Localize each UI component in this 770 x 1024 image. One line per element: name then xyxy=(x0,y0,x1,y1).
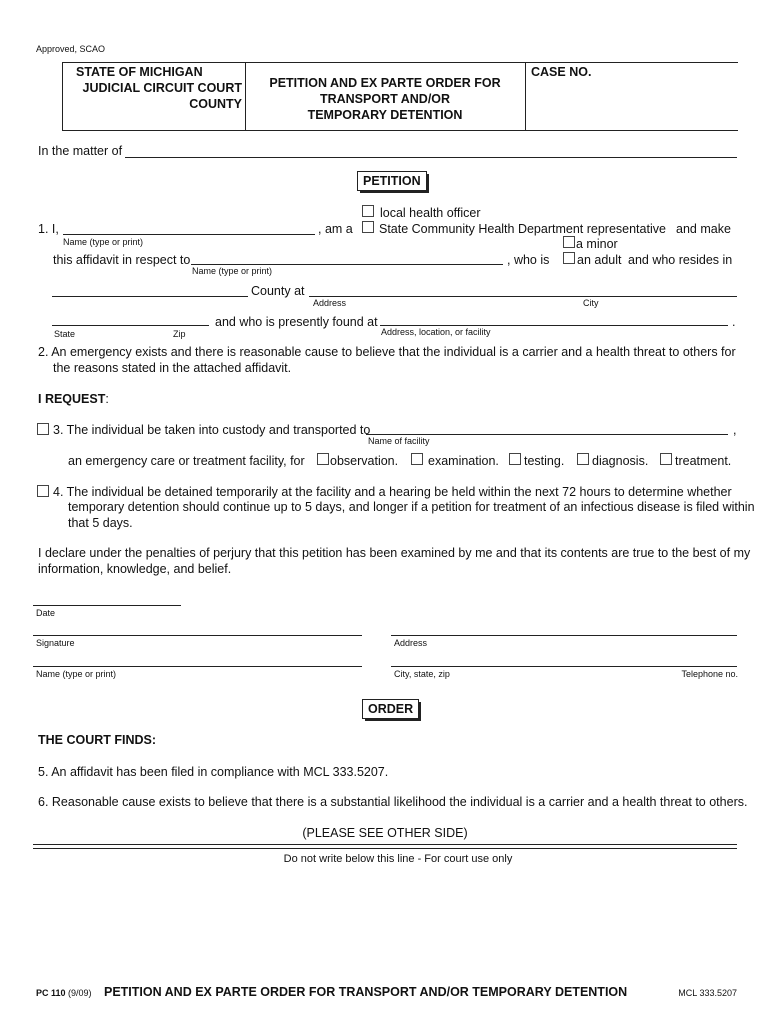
item4-line3: that 5 days. xyxy=(68,516,133,530)
date-caption: Date xyxy=(36,608,56,618)
item2-line1: 2. An emergency exists and there is reasonable cause to believe that the individual is a carrier and a health threat to others for xyxy=(38,345,736,359)
address-caption-sig: Address xyxy=(394,638,428,648)
treatment-checkbox[interactable] xyxy=(660,453,672,465)
minor-label: a minor xyxy=(576,237,618,251)
treatment-label: treatment. xyxy=(675,454,732,468)
item4-checkbox[interactable] xyxy=(37,485,49,497)
state-rep-label: State Community Health Department representative xyxy=(379,222,666,236)
footer-form-id xyxy=(36,988,92,998)
county-at-text: County at xyxy=(251,284,305,298)
petitioner-name-field[interactable] xyxy=(63,234,315,235)
location-caption: Address, location, or facility xyxy=(381,327,491,337)
minor-checkbox[interactable] xyxy=(563,236,575,248)
location-field[interactable] xyxy=(380,325,728,326)
testing-checkbox[interactable] xyxy=(509,453,521,465)
zip-caption: Zip xyxy=(173,329,186,339)
individual-name-field[interactable] xyxy=(191,264,503,265)
examination-label: examination. xyxy=(428,454,499,468)
matter-field[interactable] xyxy=(125,157,737,158)
request-heading xyxy=(38,392,109,406)
header-bottom-rule xyxy=(62,130,738,131)
court-use-rule xyxy=(33,844,737,845)
form-number: PC 110 xyxy=(36,988,66,998)
court-use-rule-2 xyxy=(33,848,737,849)
observation-checkbox[interactable] xyxy=(317,453,329,465)
signature-caption: Signature xyxy=(36,638,75,648)
city-state-zip-field[interactable] xyxy=(391,666,737,667)
address-caption: Address xyxy=(313,298,347,308)
form-title-line2: TRANSPORT AND/OR xyxy=(319,92,451,106)
affidavit-text: this affidavit in respect to xyxy=(53,253,191,267)
order-heading: ORDER xyxy=(362,699,419,719)
petitioner-name-print-field[interactable] xyxy=(33,666,362,667)
form-title-line1: PETITION AND EX PARTE ORDER FOR xyxy=(269,76,501,90)
diagnosis-checkbox[interactable] xyxy=(577,453,589,465)
court-label: JUDICIAL CIRCUIT COURT xyxy=(82,81,242,95)
item3-checkbox[interactable] xyxy=(37,423,49,435)
facility-comma: , xyxy=(733,423,737,437)
form-title-line3: TEMPORARY DETENTION xyxy=(307,108,463,122)
adult-checkbox[interactable] xyxy=(563,252,575,264)
item6-text: 6. Reasonable cause exists to believe that there is a substantial likelihood the individual is a carrier and a health threat to others. xyxy=(38,795,748,809)
date-field[interactable] xyxy=(33,605,181,606)
footer-mcl: MCL 333.5207 xyxy=(678,988,737,998)
header-divider-2 xyxy=(525,62,526,131)
item2-line2: the reasons stated in the attached affidavit. xyxy=(53,361,292,375)
case-no-label: CASE NO. xyxy=(531,65,592,79)
county-label: COUNTY xyxy=(189,97,242,111)
form-revision: (9/09) xyxy=(68,988,92,998)
name-caption: Name (type or print) xyxy=(63,237,144,247)
court-finds-heading: THE COURT FINDS: xyxy=(38,733,157,747)
declaration-line2: information, knowledge, and belief. xyxy=(38,562,232,576)
state-zip-field[interactable] xyxy=(52,325,209,326)
observation-label: observation. xyxy=(330,454,399,468)
court-use-note: Do not write below this line - For court use only xyxy=(283,853,513,865)
request-colon: : xyxy=(105,392,109,406)
signature-field[interactable] xyxy=(33,635,362,636)
see-other-side: (PLEASE SEE OTHER SIDE) xyxy=(302,826,468,840)
location-period: . xyxy=(732,315,736,329)
item4-line1: 4. The individual be detained temporarily at the facility and a hearing be held within the next 72 hours to determine whether xyxy=(53,485,732,499)
local-health-officer-label: local health officer xyxy=(380,206,481,220)
city-caption: City xyxy=(583,298,599,308)
petition-heading: PETITION xyxy=(357,171,427,191)
header-top-rule xyxy=(62,62,738,63)
matter-label: In the matter of xyxy=(38,144,123,158)
examination-checkbox[interactable] xyxy=(411,453,423,465)
testing-label: testing. xyxy=(524,454,565,468)
diagnosis-label: diagnosis. xyxy=(592,454,649,468)
city-state-zip-caption: City, state, zip xyxy=(394,669,450,679)
state-caption: State xyxy=(54,329,76,339)
who-is-text: , who is xyxy=(507,253,550,267)
request-heading-text: I REQUEST xyxy=(38,392,106,406)
resides-text: and who resides in xyxy=(628,253,733,267)
address-field[interactable] xyxy=(309,296,737,297)
footer-title: PETITION AND EX PARTE ORDER FOR TRANSPORT AND/OR TEMPORARY DETENTION xyxy=(104,985,628,999)
item1-prefix: 1. I, xyxy=(38,222,59,236)
presently-found-text: and who is presently found at xyxy=(215,315,378,329)
petitioner-address-field[interactable] xyxy=(391,635,737,636)
name-print-caption: Name (type or print) xyxy=(36,669,117,679)
declaration-line1: I declare under the penalties of perjury that this petition has been examined by me and that its contents are true to the best of my xyxy=(38,546,751,560)
state-rep-checkbox[interactable] xyxy=(362,221,374,233)
header-left-rule xyxy=(62,62,63,131)
telephone-caption: Telephone no. xyxy=(681,669,738,679)
approved-note: Approved, SCAO xyxy=(36,44,106,54)
item3-text: 3. The individual be taken into custody and transported to xyxy=(53,423,371,437)
county-field[interactable] xyxy=(52,296,248,297)
item5-text: 5. An affidavit has been filed in compliance with MCL 333.5207. xyxy=(38,765,389,779)
and-make-text: and make xyxy=(676,222,731,236)
facility-field[interactable] xyxy=(366,434,728,435)
emergency-text: an emergency care or treatment facility, for xyxy=(68,454,305,468)
local-health-officer-checkbox[interactable] xyxy=(362,205,374,217)
facility-caption: Name of facility xyxy=(368,436,430,446)
name-caption-2: Name (type or print) xyxy=(192,266,273,276)
am-a-text: , am a xyxy=(318,222,353,236)
state-label: STATE OF MICHIGAN xyxy=(76,65,203,79)
adult-label: an adult xyxy=(577,253,622,267)
item4-line2: temporary detention should continue up to 5 days, and longer if a petition for treatment of an infectious disease is filed within xyxy=(68,500,755,514)
